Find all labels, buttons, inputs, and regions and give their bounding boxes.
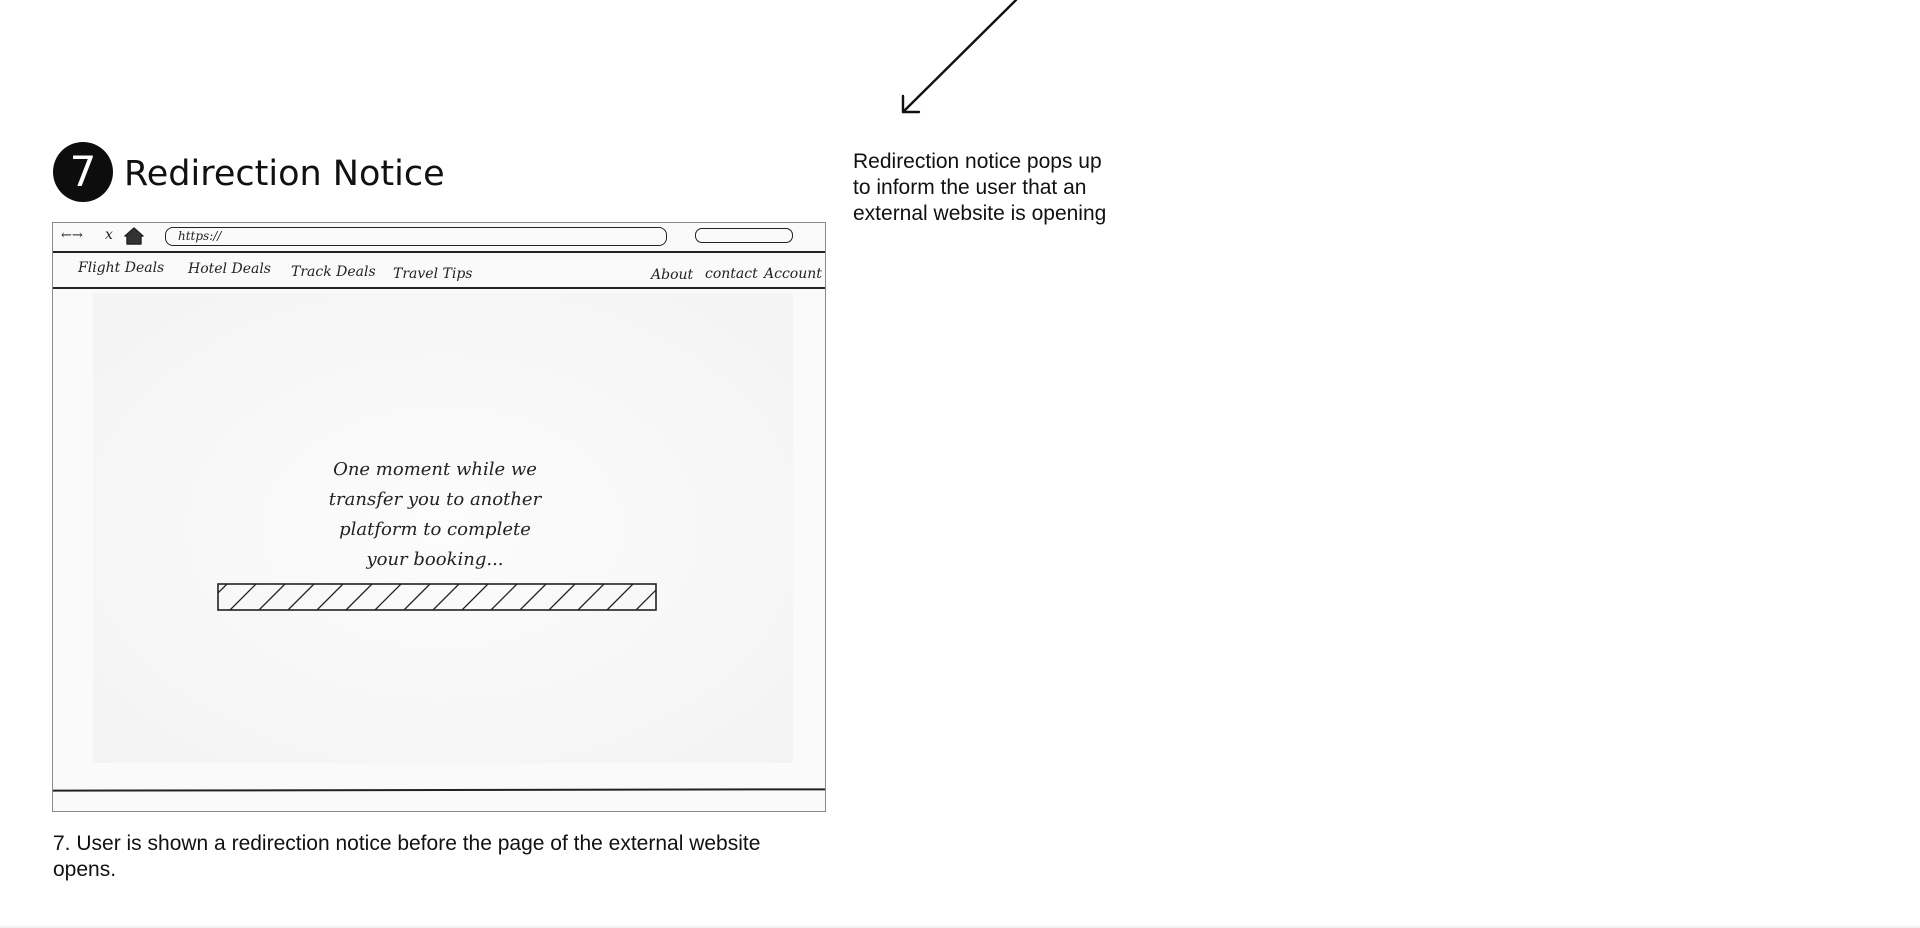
nav-link-travel-tips[interactable]: Travel Tips <box>393 266 473 282</box>
message-line: platform to complete <box>339 519 531 540</box>
browser-toolbar <box>53 223 825 251</box>
url-bar[interactable] <box>165 227 667 246</box>
back-forward-icon[interactable]: ←→ <box>61 228 83 243</box>
caption-line: 7. User is shown a redirection notice before the page of the external website <box>53 832 761 855</box>
section-title: Redirection Notice <box>124 154 445 194</box>
hatch-stroke <box>259 584 285 610</box>
hatch-stroke <box>578 584 604 610</box>
annotation-note <box>853 149 1163 227</box>
hatch-stroke <box>549 584 575 610</box>
progress-bar-hatching <box>217 584 661 610</box>
hatch-stroke <box>230 584 256 610</box>
message-line: your booking... <box>366 549 504 570</box>
search-bar[interactable] <box>695 228 793 243</box>
nav-link-hotel-deals[interactable]: Hotel Deals <box>188 261 271 277</box>
nav-link-account[interactable]: Account <box>764 266 822 282</box>
home-icon[interactable] <box>123 226 145 246</box>
hatch-stroke <box>433 584 459 610</box>
annotation-line: to inform the user that an <box>853 176 1087 199</box>
hatch-stroke <box>462 584 488 610</box>
annotation-line: external website is opening <box>853 202 1107 225</box>
message-line: transfer you to another <box>328 489 542 510</box>
url-text: https:// <box>178 229 222 243</box>
message-line: One moment while we <box>333 459 537 480</box>
wireframe-sketch <box>52 222 826 812</box>
nav-link-track-deals[interactable]: Track Deals <box>291 264 376 280</box>
caption <box>53 831 760 883</box>
hatch-stroke <box>317 584 343 610</box>
hatch-stroke <box>636 584 661 610</box>
progress-bar <box>217 583 661 613</box>
close-icon[interactable]: x <box>105 227 113 243</box>
hatch-stroke <box>607 584 633 610</box>
hatch-stroke <box>520 584 546 610</box>
nav-link-contact[interactable]: contact <box>705 266 758 282</box>
annotation-line: Redirection notice pops up <box>853 150 1102 173</box>
toolbar-divider <box>53 251 825 253</box>
hatch-stroke <box>404 584 430 610</box>
hatch-stroke <box>288 584 314 610</box>
hatch-stroke <box>346 584 372 610</box>
step-number-badge: 7 <box>53 142 113 202</box>
hatch-stroke <box>491 584 517 610</box>
nav-link-flight-deals[interactable]: Flight Deals <box>78 260 165 276</box>
caption-line: opens. <box>53 858 117 881</box>
redirect-message <box>285 455 585 575</box>
nav-link-about[interactable]: About <box>651 267 694 283</box>
nav-divider <box>53 287 825 289</box>
footer-line <box>53 788 825 791</box>
hatch-stroke <box>375 584 401 610</box>
